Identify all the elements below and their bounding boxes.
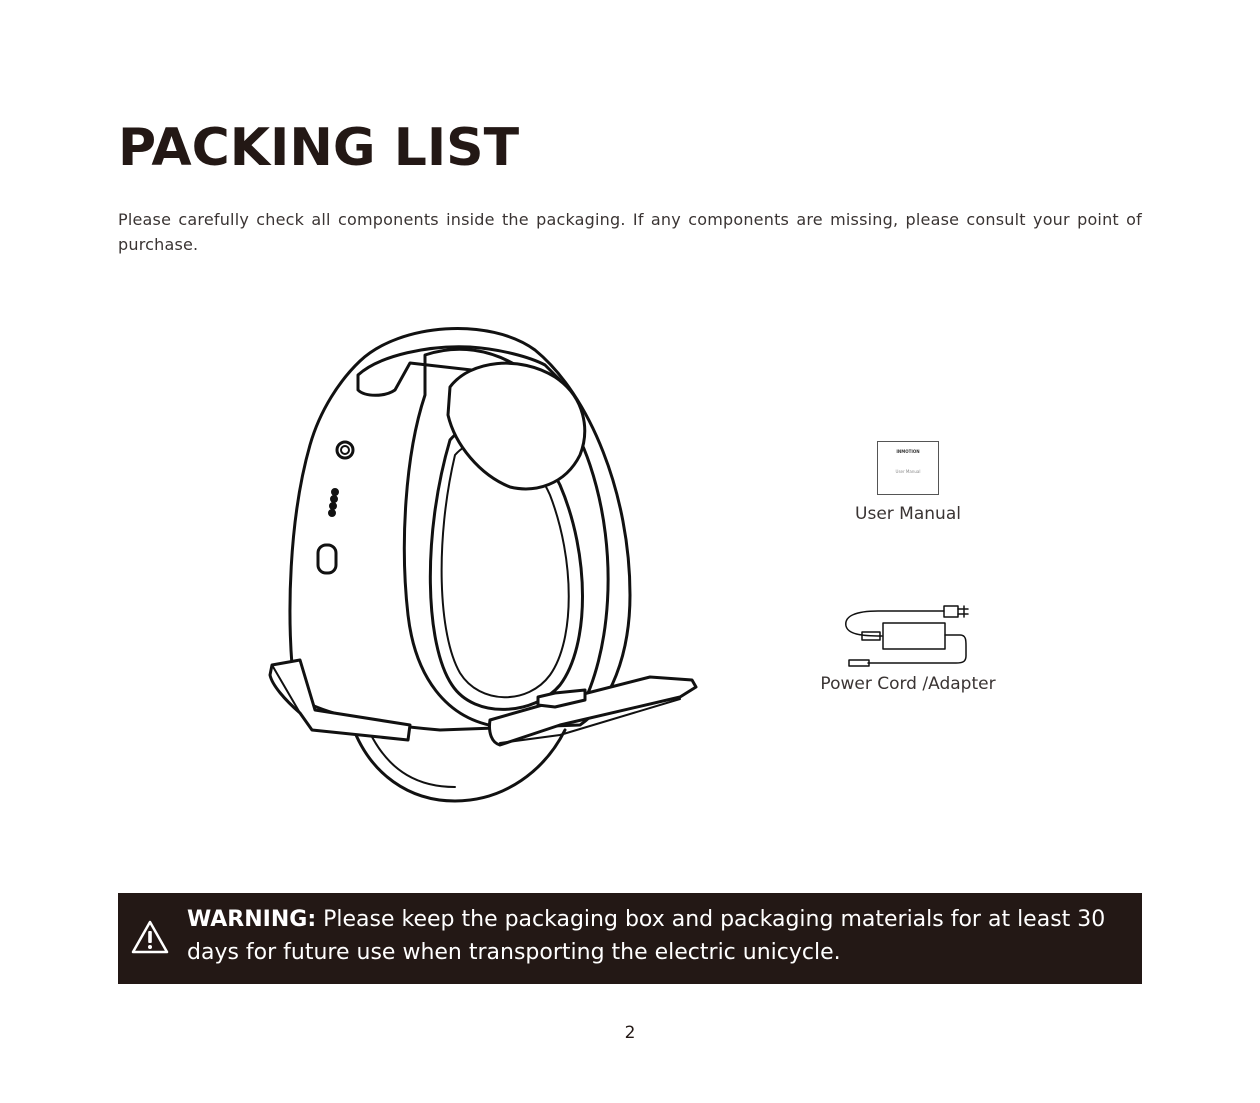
page-number: 2 (624, 1023, 636, 1043)
page-title: PACKING LIST (118, 118, 520, 178)
warning-triangle-icon (130, 919, 170, 955)
user-manual-illustration (877, 441, 939, 495)
warning-label: WARNING: (187, 907, 317, 932)
manual-cover-brand: INMOTION (896, 449, 920, 454)
unicycle-illustration (260, 315, 705, 810)
manual-cover-text: User Manual (895, 469, 921, 474)
warning-text (187, 903, 1117, 969)
power-adapter-illustration (842, 602, 974, 668)
power-adapter-caption: Power Cord /Adapter (820, 674, 996, 694)
warning-banner (118, 893, 1142, 984)
warning-message: Please keep the packaging box and packaging materials for at least 30 days for future use when transporting the electric unicycle. (187, 907, 1106, 965)
user-manual-caption: User Manual (855, 504, 961, 524)
intro-paragraph: Please carefully check all components inside the packaging. If any components are missing, please consult your point of purchase. (118, 210, 1142, 254)
